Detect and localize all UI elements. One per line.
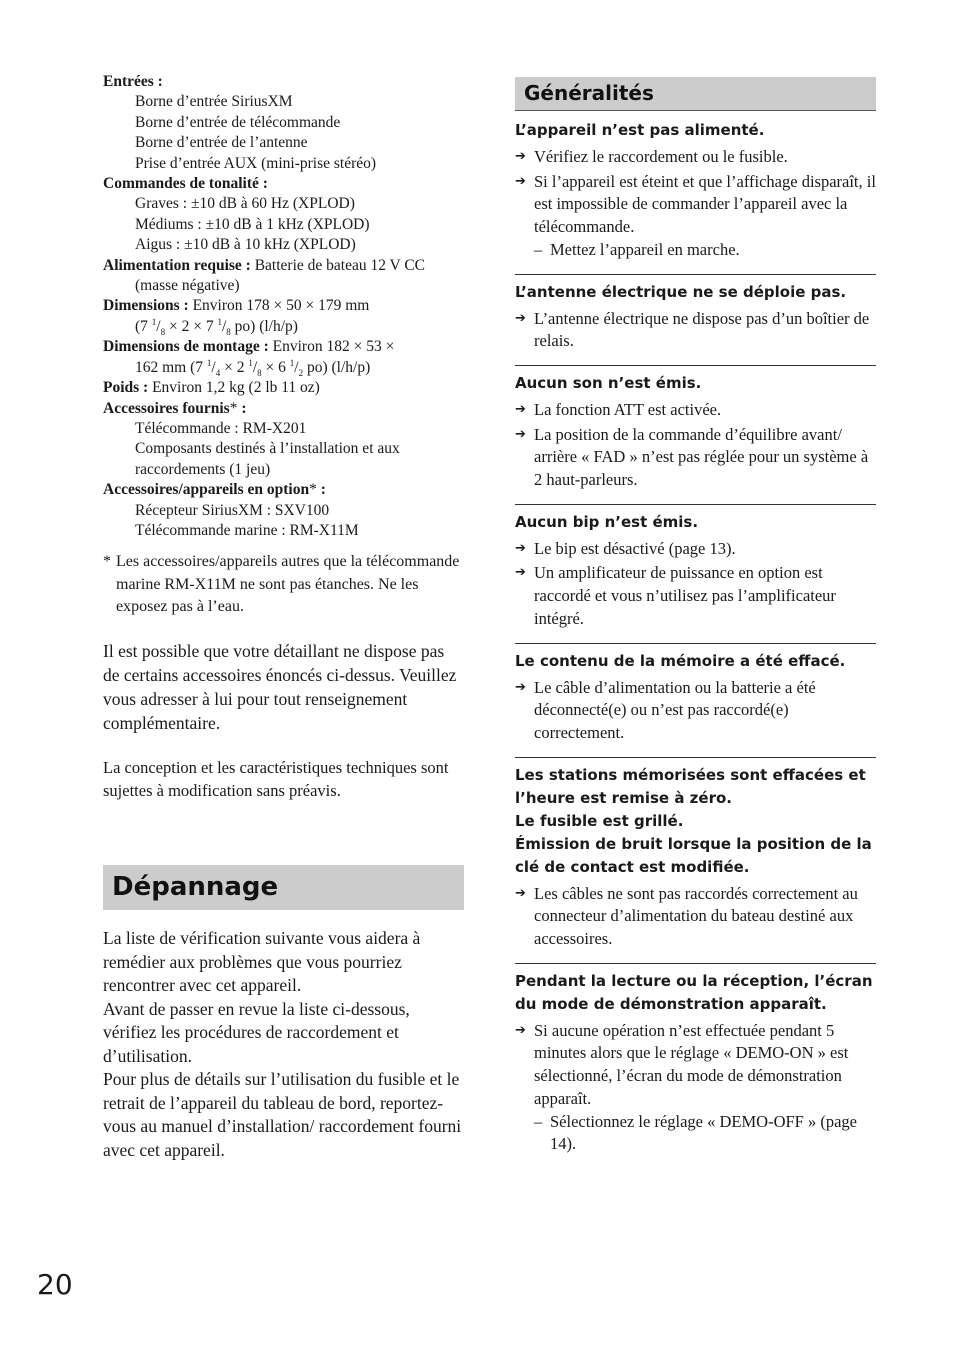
arrow-right-icon: ➔ <box>515 173 526 189</box>
arrow-right-icon: ➔ <box>515 401 526 417</box>
spec-tonalite-item: Aigus : ±10 dB à 10 kHz (XPLOD) <box>135 236 356 254</box>
spec-entrees-item: Borne d’entrée SiriusXM <box>135 93 293 111</box>
arrow-right-icon: ➔ <box>515 149 526 164</box>
troubleshoot-block <box>515 274 876 353</box>
spec-accessoires-label <box>103 399 465 419</box>
spec-poids-label: Poids : <box>103 379 149 397</box>
list-item <box>515 424 876 492</box>
text-fragment: × 6 <box>261 358 290 376</box>
list-item <box>515 677 876 745</box>
block-heading-line: Émission de bruit lorsque la position de la clé de contact est modifiée. <box>515 834 872 876</box>
sub-item <box>534 1111 876 1156</box>
spec-accessoires-item: Télécommande : RM-X201 <box>135 419 307 437</box>
list-item <box>515 1020 876 1156</box>
list-item <box>515 883 876 951</box>
depannage-intro <box>103 927 465 1162</box>
item-text: Le bip est désactivé (page 13). <box>534 538 736 558</box>
arrow-right-icon: ➔ <box>515 565 526 581</box>
block-heading: L’appareil n’est pas alimenté. <box>515 121 765 139</box>
troubleshoot-block <box>515 643 876 745</box>
block-heading: Pendant la lecture ou la réception, l’écran du mode de démonstration apparaît. <box>515 971 873 1013</box>
spec-accessoires-item: Composants destinés à l’installation et aux <box>135 440 400 458</box>
item-text: Vérifiez le raccordement ou le fusible. <box>534 147 788 166</box>
item-text: Les câbles ne sont pas raccordés correctement au connecteur d’alimentation du bateau destiné aux accessoires. <box>534 883 858 949</box>
spec-accessoires-item: raccordements (1 jeu) <box>135 460 271 478</box>
troubleshoot-block <box>515 365 876 492</box>
arrow-right-icon: ➔ <box>515 540 526 556</box>
spec-montage <box>103 337 465 357</box>
spec-montage-label: Dimensions de montage : <box>103 338 269 356</box>
block-heading: Le contenu de la mémoire a été effacé. <box>515 651 846 670</box>
fraction-denominator: 2 <box>298 367 304 378</box>
fraction-numerator: 1 <box>248 357 253 368</box>
troubleshoot-block <box>515 504 876 631</box>
spec-montage-value: Environ 182 × 53 × <box>268 338 395 356</box>
item-text: Si l’appareil est éteint et que l’affichage disparaît, il est impossible de commander l’appareil avec la télécommande. <box>534 171 876 237</box>
item-text: La position de la commande d’équilibre avant/ arrière « FAD » n’est pas réglée pour un système à 2 haut-parleurs. <box>534 424 869 490</box>
design-paragraph: La conception et les caractéristiques techniques sont sujettes à modification sans préavis. <box>103 757 449 800</box>
sub-item <box>534 239 876 262</box>
label-colon: : <box>316 481 326 499</box>
fraction-slash: / <box>252 358 258 376</box>
spec-option-item: Télécommande marine : RM-X11M <box>135 521 359 539</box>
dash-marker: – <box>534 1111 543 1131</box>
troubleshoot-block <box>515 757 876 951</box>
spec-entrees-item: Borne d’entrée de l’antenne <box>135 134 308 152</box>
page-number: 20 <box>37 1268 73 1301</box>
intro-paragraph: Pour plus de détails sur l’utilisation du fusible et le retrait de l’appareil du tableau de bord, reportez-vous au manuel d’installation/ raccordement fourni avec cet appareil. <box>103 1069 462 1160</box>
list-item <box>515 171 876 262</box>
fraction-denominator: 8 <box>160 326 166 337</box>
intro-paragraph: La liste de vérification suivante vous aidera à remédier aux problèmes que vous pourriez rencontrer avec cet appareil. <box>103 928 421 995</box>
list-item <box>515 538 876 561</box>
text-fragment: × 2 <box>220 358 249 376</box>
item-text: Le câble d’alimentation ou la batterie a été déconnecté(e) ou n’est pas raccordé(e) correctement. <box>534 677 816 742</box>
left-column <box>103 72 465 802</box>
spec-alimentation-label: Alimentation requise : <box>103 256 251 274</box>
list-item <box>515 308 876 353</box>
list-item <box>515 562 876 630</box>
arrow-right-icon: ➔ <box>515 679 526 695</box>
fraction-denominator: 8 <box>257 367 262 378</box>
spec-tonalite-item: Médiums : ±10 dB à 1 kHz (XPLOD) <box>135 215 370 233</box>
spec-dimensions-value: Environ 178 × 50 × 179 mm <box>188 297 370 315</box>
label-text: Accessoires/appareils en option <box>103 481 310 499</box>
arrow-right-icon: ➔ <box>515 426 526 442</box>
text-fragment: po) (l/h/p) <box>230 317 298 335</box>
spec-entrees-item: Borne d’entrée de télécommande <box>135 113 341 131</box>
spec-tonalite-label: Commandes de tonalité : <box>103 175 268 193</box>
fraction-slash: / <box>211 358 216 376</box>
list-item <box>515 399 876 422</box>
footnote <box>103 551 465 619</box>
footnote-marker: * <box>229 399 238 417</box>
text-fragment: 162 mm (7 <box>135 358 207 376</box>
spec-dimensions-inches <box>103 317 465 337</box>
dash-marker: – <box>534 239 543 259</box>
depannage-heading: Dépannage <box>103 865 464 910</box>
footnote-star: * <box>103 553 111 571</box>
spec-tonalite-item: Graves : ±10 dB à 60 Hz (XPLOD) <box>135 195 355 213</box>
list-item <box>515 146 876 169</box>
block-heading-line: Les stations mémorisées sont effacées et l’heure est remise à zéro. <box>515 765 866 807</box>
dealer-paragraph: Il est possible que votre détaillant ne dispose pas de certains accessoires énoncés ci-dessus. Veuillez vous adresser à lui pour tout renseignement complémentaire. <box>103 640 457 733</box>
fraction-numerator: 1 <box>289 357 295 368</box>
footnote-marker: * <box>309 481 317 499</box>
spec-montage-inches <box>103 358 465 378</box>
item-text: Si aucune opération n’est effectuée pendant 5 minutes alors que le réglage « DEMO-ON » est sélectionné, l’écran du mode de démonstration apparaît. <box>534 1020 849 1108</box>
sub-item-text: Sélectionnez le réglage « DEMO-OFF » (page 14). <box>550 1111 857 1154</box>
sub-item-text: Mettez l’appareil en marche. <box>550 239 740 259</box>
block-heading: L’antenne électrique ne se déploie pas. <box>515 282 847 301</box>
text-fragment: po) (l/h/p) <box>303 358 371 376</box>
troubleshoot-block <box>515 963 876 1156</box>
item-text: Un amplificateur de puissance en option est raccordé et vous n’utilisez pas l’amplificateur intégré. <box>534 563 836 628</box>
fraction-denominator: 4 <box>215 367 221 378</box>
block-heading: Aucun son n’est émis. <box>515 373 702 392</box>
fraction-slash: / <box>156 317 161 335</box>
specifications-list <box>103 72 465 541</box>
generalites-heading: Généralités <box>515 77 876 111</box>
spec-dimensions <box>103 296 465 316</box>
spec-option-item: Récepteur SiriusXM : SXV100 <box>135 501 330 519</box>
text-fragment: × 2 × 7 <box>165 317 218 335</box>
fraction-numerator: 1 <box>206 357 212 368</box>
spec-dimensions-label: Dimensions : <box>103 297 189 315</box>
block-heading: Aucun bip n’est émis. <box>515 512 699 531</box>
intro-paragraph: Avant de passer en revue la liste ci-dessous, vérifiez les procédures de raccordement et d’utilisation. <box>103 998 410 1066</box>
fraction-slash: / <box>221 317 227 335</box>
text-fragment: (7 <box>135 317 152 335</box>
arrow-right-icon: ➔ <box>515 310 526 326</box>
spec-poids <box>103 378 465 398</box>
fraction-denominator: 8 <box>226 326 231 337</box>
fraction-numerator: 1 <box>217 316 222 327</box>
item-text: La fonction ATT est activée. <box>534 399 722 419</box>
spec-entrees-item: Prise d’entrée AUX (mini-prise stéréo) <box>135 154 377 172</box>
fraction-slash: / <box>294 358 299 376</box>
arrow-right-icon: ➔ <box>515 1022 526 1038</box>
fraction-numerator: 1 <box>151 316 157 327</box>
spec-alimentation-value: Batterie de bateau 12 V CC <box>250 256 426 274</box>
block-heading-line: Le fusible est grillé. <box>515 811 684 830</box>
footnote-text: Les accessoires/appareils autres que la télécommande marine RM-X11M ne sont pas étanches. Ne les exposez pas à l’eau. <box>116 553 460 616</box>
spec-option-label <box>103 480 465 500</box>
right-column <box>515 77 876 1158</box>
troubleshoot-block <box>515 119 876 262</box>
spec-alimentation <box>103 256 465 276</box>
arrow-right-icon: ➔ <box>515 885 526 901</box>
item-text: L’antenne électrique ne dispose pas d’un boîtier de relais. <box>534 308 870 351</box>
spec-entrees-label: Entrées : <box>103 73 163 90</box>
spec-alimentation-value2: (masse négative) <box>135 277 240 295</box>
spec-poids-value: Environ 1,2 kg (2 lb 11 oz) <box>148 379 320 397</box>
label-colon: : <box>237 399 247 417</box>
label-text: Accessoires fournis <box>103 399 230 417</box>
